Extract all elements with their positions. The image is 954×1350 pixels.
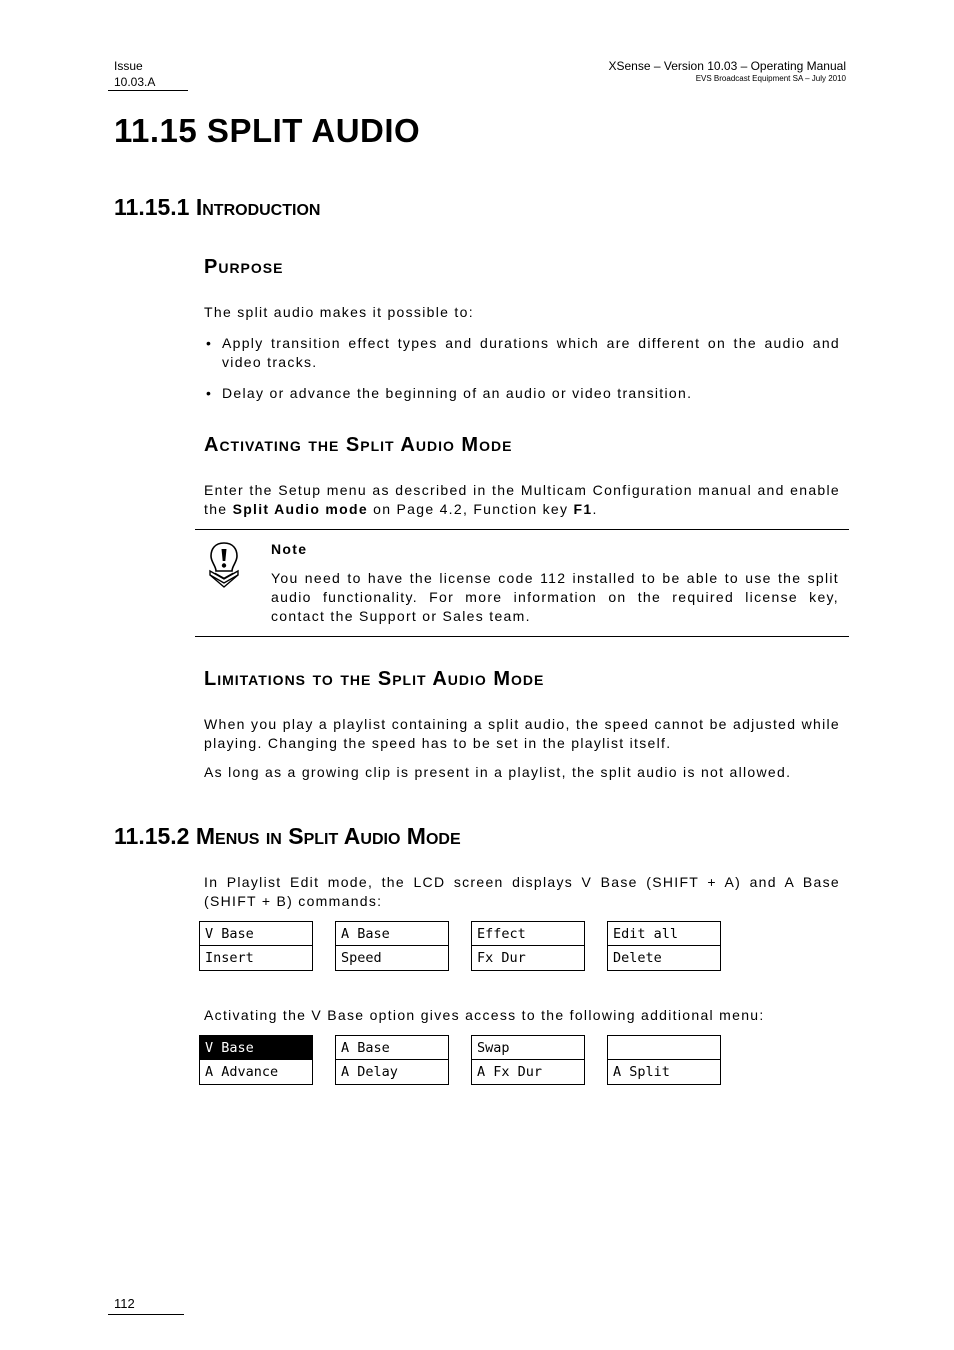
lcd-cell: Insert [205, 950, 254, 966]
bullet-icon: • [206, 385, 213, 401]
lcd-cell: Effect [472, 922, 584, 946]
lcd-cell: A Advance [205, 1064, 279, 1080]
lcd-cell: Speed [341, 950, 382, 966]
lcd-cell: V Base [200, 922, 312, 946]
note-text: You need to have the license code 112 installed to be able to use the split audio functionality. For more information on the required license key, contact the Support or Sales team. [271, 570, 839, 624]
lcd-key-1 [199, 921, 313, 971]
bullet-item [204, 334, 840, 372]
activating-text-1: Enter the Setup menu as described in the Multicam Configuration manual and enable the [204, 482, 840, 517]
issue-underline [108, 90, 188, 91]
issue-block [114, 58, 155, 90]
lcd-cell: Edit all [608, 922, 720, 946]
bullet-item [204, 384, 840, 403]
lcd-key-2 [335, 1035, 449, 1085]
lcd-cell: A Base [336, 1036, 448, 1060]
document-header [609, 58, 847, 84]
issue-label: Issue [114, 59, 143, 73]
lcd-key-2 [335, 921, 449, 971]
note-bottom-rule [195, 636, 849, 637]
lcd-cell: Swap [472, 1036, 584, 1060]
chapter-title: 11.15 SPLIT AUDIO [114, 112, 421, 149]
activating-text-3: . [592, 501, 598, 517]
lcd-cell: Delete [613, 950, 662, 966]
document-title: XSense – Version 10.03 – Operating Manual [608, 59, 846, 73]
lcd-key-3 [471, 1035, 585, 1085]
limitations-para-2: As long as a growing clip is present in a playlist, the split audio is not allowed. [204, 764, 792, 780]
lcd-key-4 [607, 1035, 721, 1085]
split-audio-mode-term: Split Audio mode [232, 501, 368, 517]
lcd-key-4 [607, 921, 721, 971]
activating-text [204, 481, 840, 519]
lcd-cell: A Base [336, 922, 448, 946]
menus-intro: In Playlist Edit mode, the LCD screen displays V Base (SHIFT + A) and A Base (SHIFT + B) commands: [204, 874, 840, 909]
lcd-cell: A Split [613, 1064, 670, 1080]
bullet-text: Apply transition effect types and durations which are different on the audio and video tracks. [222, 335, 840, 370]
function-key-term: F1 [573, 501, 593, 517]
bullet-text: Delay or advance the beginning of an audio or video transition. [222, 385, 693, 401]
lcd-key-1 [199, 1035, 313, 1085]
purpose-heading: Purpose [204, 256, 284, 278]
note-title: Note [271, 541, 308, 557]
lcd-cell-highlighted: V Base [200, 1036, 312, 1060]
purpose-intro: The split audio makes it possible to: [204, 304, 474, 320]
lcd-cell: A Fx Dur [477, 1064, 543, 1080]
page-number: 112 [114, 1296, 135, 1311]
activating-text-2: on Page 4.2, Function key [367, 501, 574, 517]
note-top-rule [195, 529, 849, 530]
lcd-cell [608, 1036, 720, 1060]
issue-number: 10.03.A [114, 75, 156, 89]
lcd-key-3 [471, 921, 585, 971]
section-menus-title: 11.15.2 Menus in Split Audio Mode [114, 823, 461, 849]
note-icon [206, 541, 242, 594]
activating-heading: Activating the Split Audio Mode [204, 434, 513, 456]
menus-intro-2: Activating the V Base option gives access to the following additional menu: [204, 1007, 765, 1023]
lcd-cell: A Delay [341, 1064, 398, 1080]
footer-rule [108, 1314, 184, 1315]
limitations-heading: Limitations to the Split Audio Mode [204, 668, 545, 690]
bullet-icon: • [206, 335, 213, 351]
lcd-cell: Fx Dur [477, 950, 526, 966]
limitations-para-1: When you play a playlist containing a split audio, the speed cannot be adjusted while playing. Changing the speed has to be set in the playlist itself. [204, 716, 840, 751]
section-introduction-title: 11.15.1 Introduction [114, 194, 321, 220]
document-subtitle: EVS Broadcast Equipment SA – July 2010 [695, 74, 846, 83]
